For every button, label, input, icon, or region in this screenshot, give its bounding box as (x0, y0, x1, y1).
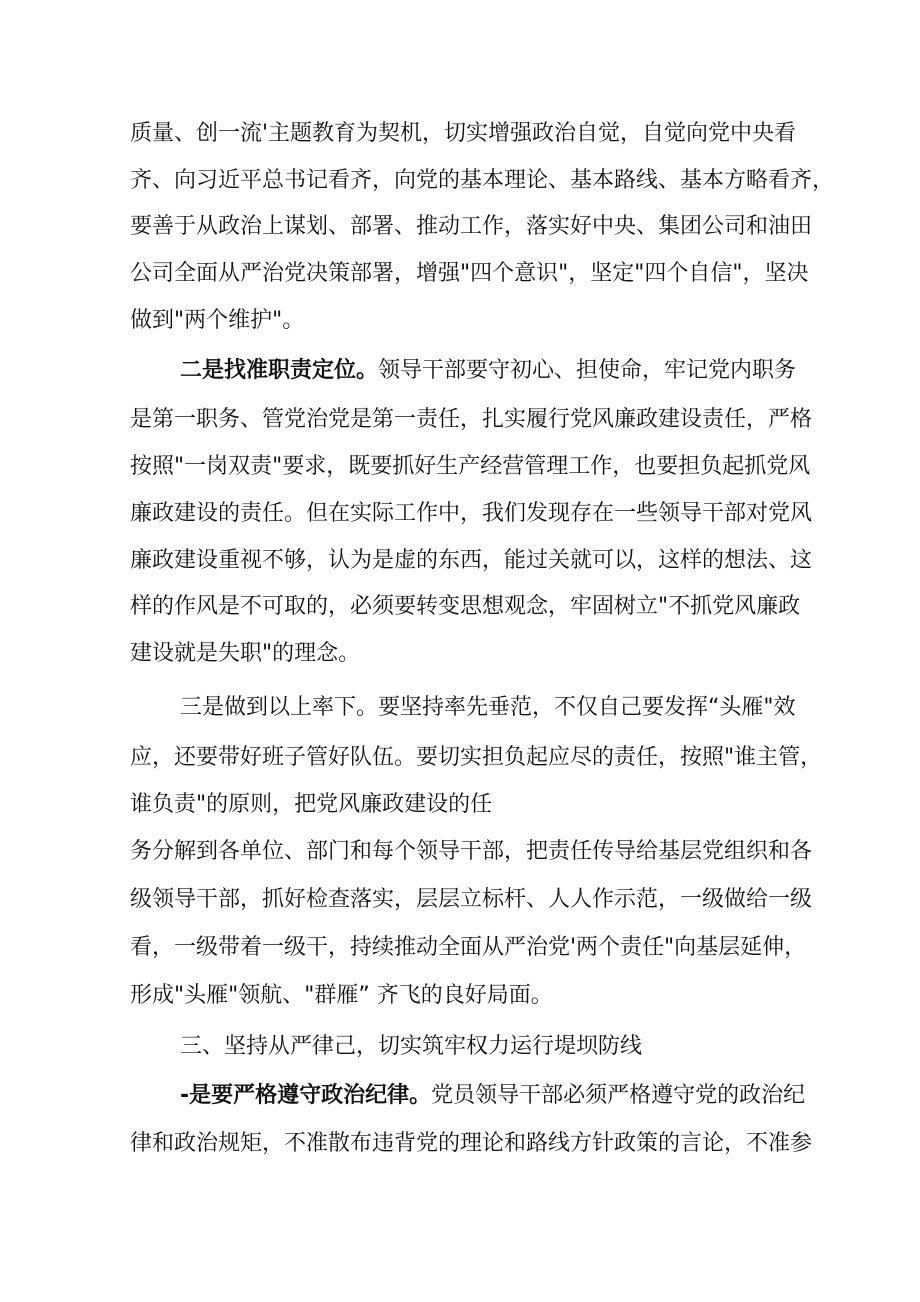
paragraph-heading-line (180, 1075, 920, 1117)
line-text: 齐、向习近平总书记看齐，向党的基本理论、基本路线、基本方略看齐， (130, 168, 835, 193)
paragraph-line (130, 586, 920, 628)
bold-lead: -是要严格遵守政治纪律。 (180, 1083, 432, 1108)
line-text: 样的作风是不可取的，必须要转变思想观念，牢固树立"不抓党风廉政 (130, 594, 801, 619)
line-text: 谁负责"的原则，把党风廉政建设的任 (130, 792, 493, 817)
line-text: 廉政建设的责任。但在实际工作中，我们发现存在一些领导干部对党风 (130, 501, 813, 526)
line-text: 建设就是失职"的理念。 (130, 641, 361, 666)
paragraph-line (130, 300, 920, 342)
line-text: 是第一职务、管党治党是第一责任，扎实履行党风廉政建设责任，严格 (130, 407, 813, 432)
paragraph-line (130, 399, 920, 441)
line-text: 公司全面从严治党决策部署，增强"四个意识"，坚定"四个自信"，坚决 (130, 261, 809, 286)
paragraph-line (130, 737, 920, 779)
paragraph-line (130, 540, 920, 582)
line-text: 质量、创一流'主题教育为契机，切实增强政治自觉，自觉向党中央看 (130, 121, 797, 146)
section-heading (180, 1026, 920, 1068)
line-text: 三是做到以上率下。要坚持率先垂范，不仅自己要发挥“头雁"效 (180, 695, 796, 720)
line-text: 务分解到各单位、部门和每个领导干部，把责任传导给基层党组织和各 (130, 839, 813, 864)
line-text: 应，还要带好班子管好队伍。要切实担负起应尽的责任，按照"谁主管， (130, 745, 823, 770)
paragraph-line (130, 831, 920, 873)
paragraph-line (130, 975, 920, 1017)
line-text: 党员领导干部必须严格遵守党的政治纪 (431, 1083, 806, 1108)
line-text: 按照"一岗双责"要求，既要抓好生产经营管理工作，也要担负起抓党风 (130, 454, 811, 479)
paragraph-line (130, 206, 920, 248)
paragraph-heading-line (180, 350, 920, 392)
line-text: 廉政建设重视不够，认为是虚的东西，能过关就可以，这样的想法、这 (130, 548, 813, 573)
paragraph-line (130, 879, 920, 921)
paragraph-line (130, 927, 920, 969)
line-text: 级领导干部，抓好检查落实，层层立标杆、人人作示范，一级做给一级 (130, 887, 813, 912)
paragraph-line (130, 446, 920, 488)
bold-lead: 二是找准职责定位。 (180, 358, 379, 383)
paragraph-line (130, 633, 920, 675)
paragraph-line (130, 160, 920, 202)
paragraph-line (130, 493, 920, 535)
paragraph-line (130, 1123, 920, 1165)
paragraph-line (130, 784, 920, 826)
paragraph-line (130, 113, 920, 155)
section-heading-text: 三、坚持从严律己，切实筑牢权力运行堤坝防线 (180, 1034, 643, 1059)
line-text: 看，一级带着一级干，持续推动全面从严治党'两个责任"向基层延伸， (130, 935, 807, 960)
paragraph-line (180, 687, 920, 729)
line-text: 要善于从政治上谋划、部署、推动工作，落实好中央、集团公司和油田 (130, 214, 813, 239)
line-text: 做到"两个维护"。 (130, 308, 305, 333)
paragraph-line (130, 253, 920, 295)
line-text: 律和政治规矩，不准散布违背党的理论和路线方针政策的言论，不准参 (130, 1131, 813, 1156)
line-text: 形成"头雁"领航、"群雁” 齐飞的良好局面。 (130, 983, 553, 1008)
line-text: 领导干部要守初心、担使命，牢记党内职务 (378, 358, 797, 383)
